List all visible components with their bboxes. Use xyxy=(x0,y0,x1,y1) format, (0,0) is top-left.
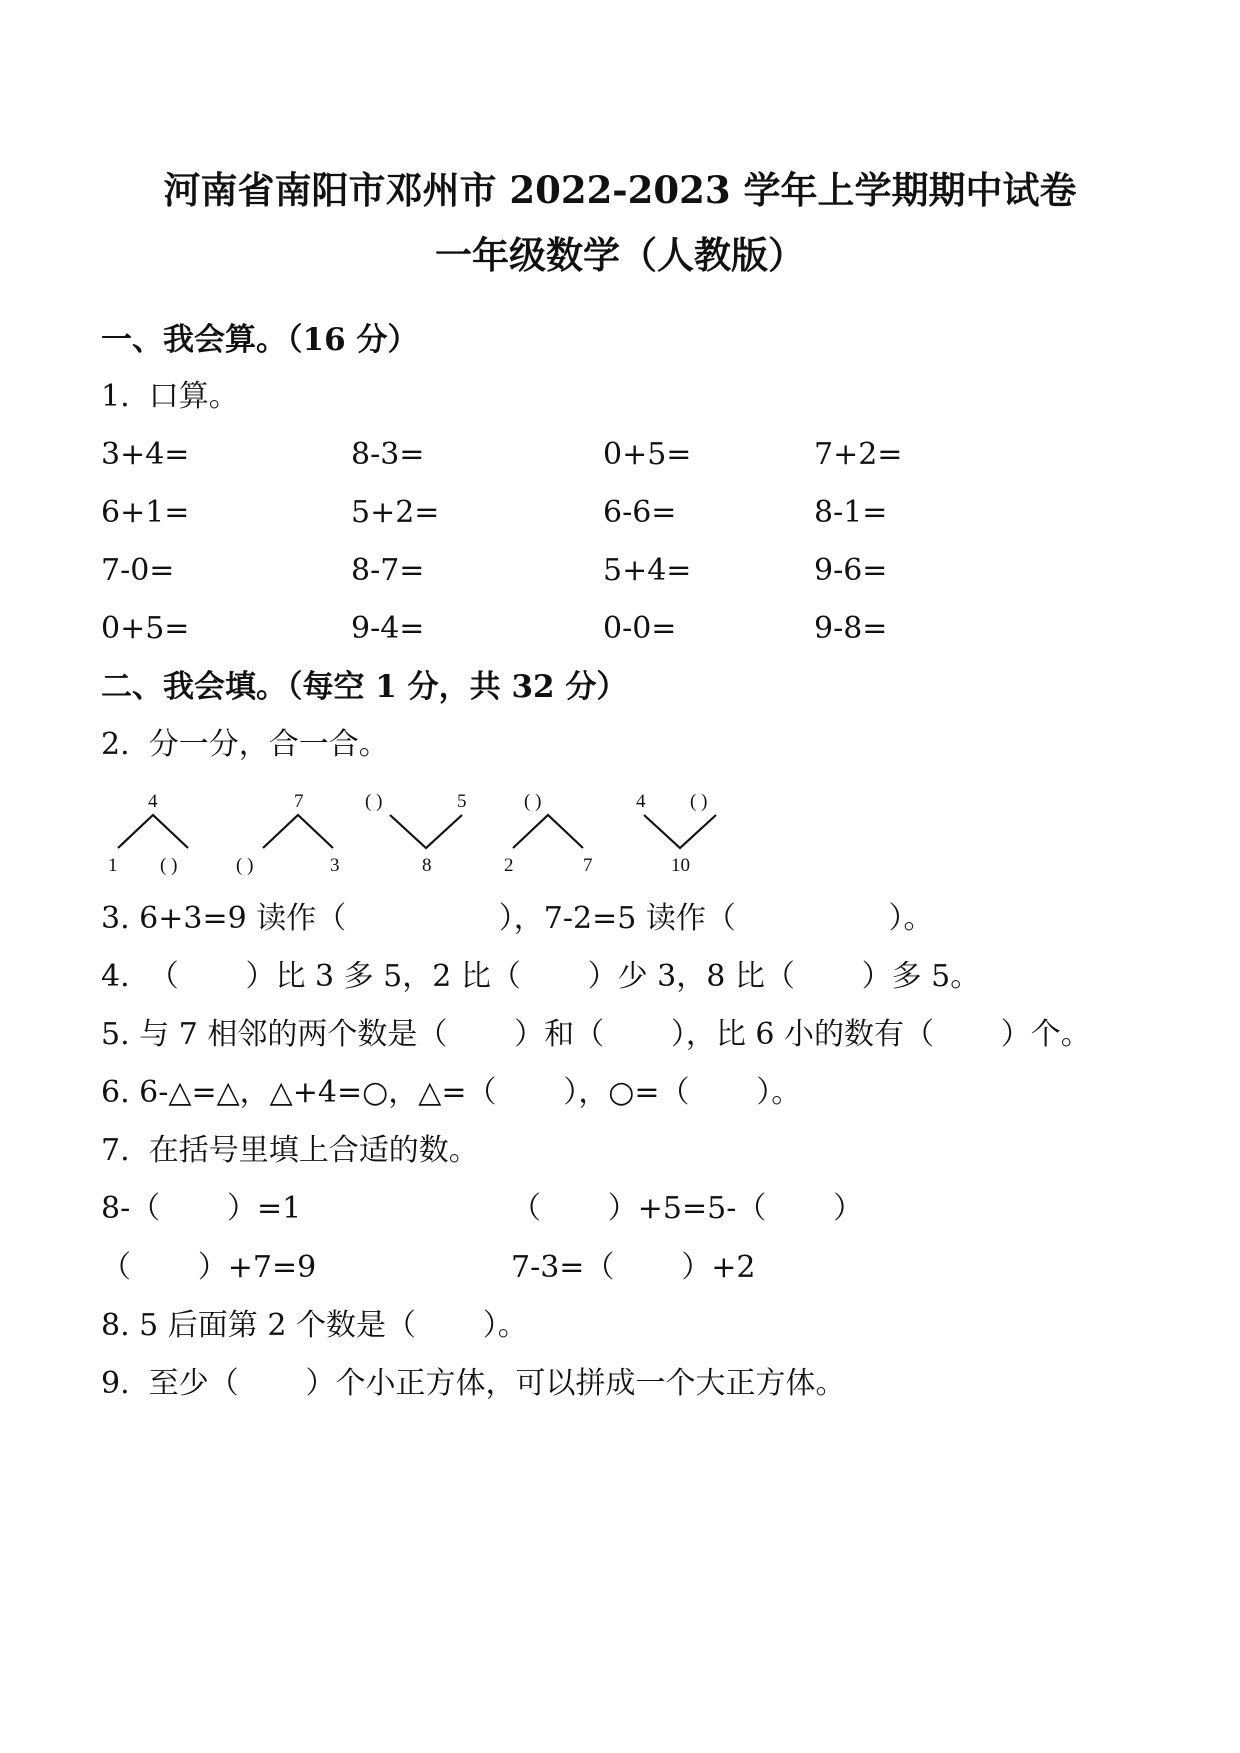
exam-title: 河南省南阳市邓州市 2022-2023 学年上学期期中试卷 xyxy=(163,168,1077,212)
diagram-2-right: 3 xyxy=(330,855,340,876)
calc-item: 9-4= xyxy=(351,611,425,646)
calc-item: 7+2= xyxy=(814,437,903,472)
section-1-heading: 一、我会算。（16 分） xyxy=(101,322,419,358)
calc-item: 8-1= xyxy=(814,495,888,530)
diagram-5-top-left: 4 xyxy=(636,791,646,812)
question-6: 6. 6-△=△，△+4=○，△=（ ），○=（ ）。 xyxy=(101,1075,802,1110)
question-7-item-d: 7-3=（ ）+2 xyxy=(511,1250,756,1285)
calc-item: 5+2= xyxy=(351,495,440,530)
question-2: 2. 分一分，合一合。 xyxy=(101,727,389,762)
diagram-1-left: 1 xyxy=(108,855,118,876)
calc-item: 6-6= xyxy=(603,495,677,530)
calc-item: 9-6= xyxy=(814,553,888,588)
question-8: 8. 5 后面第 2 个数是（ ）。 xyxy=(101,1308,528,1343)
question-4: 4. （ ）比 3 多 5，2 比（ ）少 3，8 比（ ）多 5。 xyxy=(101,959,981,994)
question-7-item-a: 8-（ ）=1 xyxy=(101,1191,302,1226)
calc-item: 0+5= xyxy=(101,611,190,646)
question-7-item-c: （ ）+7=9 xyxy=(101,1250,317,1285)
calc-item: 8-7= xyxy=(351,553,425,588)
diagram-3-top-right: 5 xyxy=(457,791,467,812)
calc-item: 6+1= xyxy=(101,495,190,530)
question-7-item-b: （ ）+5=5-（ ） xyxy=(511,1191,864,1226)
diagram-4-left: 2 xyxy=(504,855,514,876)
question-1: 1. 口算。 xyxy=(101,379,239,414)
calc-item: 5+4= xyxy=(603,553,692,588)
calc-item: 3+4= xyxy=(101,437,190,472)
question-3: 3. 6+3=9 读作（ ），7-2=5 读作（ ）。 xyxy=(101,901,934,936)
diagram-4-top: ( ) xyxy=(524,791,542,812)
diagram-1-right: ( ) xyxy=(160,855,178,876)
diagram-5-top-right: ( ) xyxy=(690,791,708,812)
diagram-3-top-left: ( ) xyxy=(365,791,383,812)
question-7: 7. 在括号里填上合适的数。 xyxy=(101,1133,479,1168)
diagram-1-top: 4 xyxy=(148,791,158,812)
calc-item: 7-0= xyxy=(101,553,175,588)
calc-item: 0-0= xyxy=(603,611,677,646)
question-5: 5. 与 7 相邻的两个数是（ ）和（ ），比 6 小的数有（ ）个。 xyxy=(101,1017,1091,1052)
question-9: 9. 至少（ ）个小正方体，可以拼成一个大正方体。 xyxy=(101,1366,846,1401)
exam-subtitle: 一年级数学（人教版） xyxy=(435,233,805,277)
calc-item: 9-8= xyxy=(814,611,888,646)
calc-item: 8-3= xyxy=(351,437,425,472)
diagram-2-left: ( ) xyxy=(236,855,254,876)
section-2-heading: 二、我会填。（每空 1 分，共 32 分） xyxy=(101,669,628,705)
diagram-2-top: 7 xyxy=(294,791,304,812)
diagram-4-right: 7 xyxy=(583,855,593,876)
diagram-3-bottom: 8 xyxy=(422,855,432,876)
calc-item: 0+5= xyxy=(603,437,692,472)
diagram-5-bottom: 10 xyxy=(671,855,690,876)
